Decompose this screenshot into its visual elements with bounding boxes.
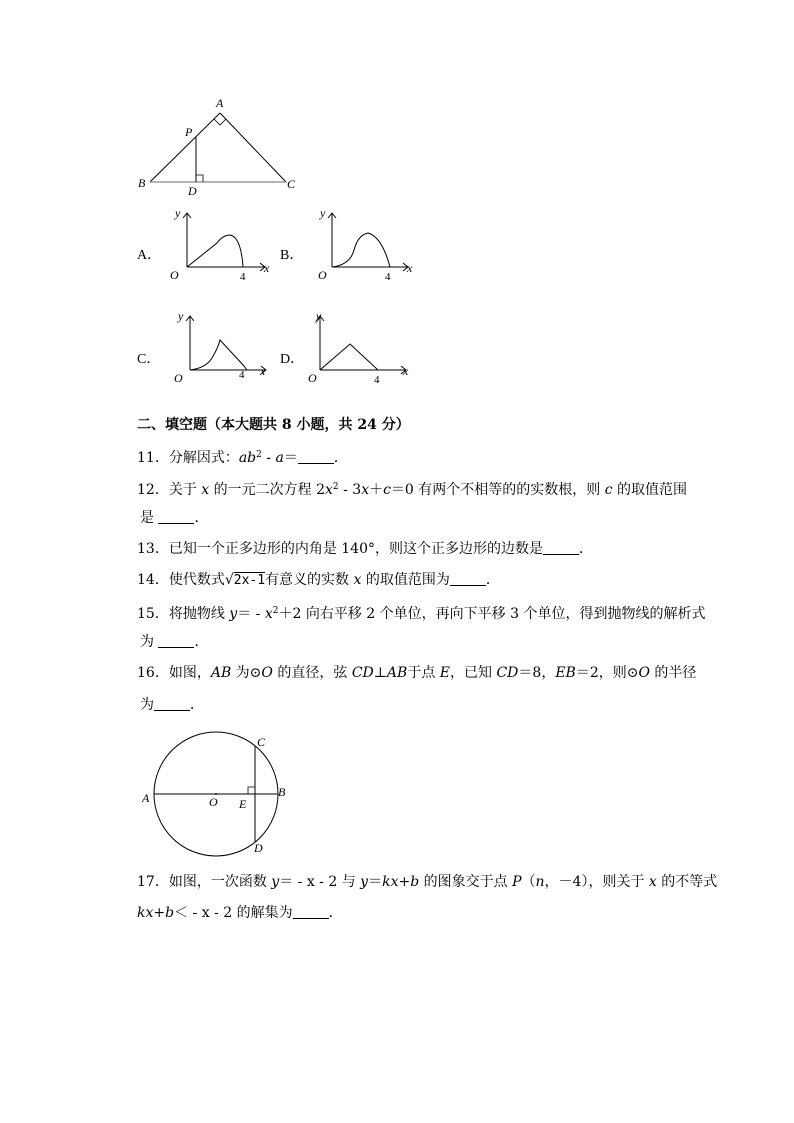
q17-line2b: ＜ - x - 2 的解集为 — [174, 905, 293, 921]
q17-line2a: kx+b — [137, 905, 175, 921]
q15-num: 15． — [137, 606, 169, 622]
question-15-line2: 为 ． — [140, 634, 209, 650]
q14-num: 14． — [137, 572, 169, 588]
option-c-x: x — [260, 364, 266, 378]
q17-p: P — [512, 874, 522, 890]
q16-ab: AB — [210, 665, 232, 681]
q12-text1: 关于 — [168, 482, 202, 498]
question-12-line2: 是 ． — [140, 510, 209, 526]
option-b-graph — [310, 205, 420, 285]
option-a-label: A． — [137, 248, 162, 263]
q17-num: 17． — [137, 874, 169, 890]
q12-line2: 是 — [140, 510, 159, 526]
option-b-origin: O — [318, 268, 327, 282]
q16-blank[interactable] — [154, 697, 190, 711]
q16-num: 16． — [137, 665, 169, 681]
q17-n: n — [535, 874, 545, 890]
question-14: 14．使代数式√2x-1有意义的实数 x 的取值范围为 ． — [137, 572, 500, 588]
circle-label-D: D — [254, 841, 263, 855]
q15-expr: ＝ - — [237, 606, 265, 622]
q16-eb: EB — [555, 665, 576, 681]
option-d-tick: 4 — [374, 374, 380, 386]
q16-text4: 于点 — [407, 665, 440, 681]
q16-o: O — [261, 665, 273, 681]
q15-text1: 将抛物线 — [168, 606, 230, 622]
q16-text3: 的直径，弦 — [272, 665, 352, 681]
q16-perp: ⊥ — [373, 665, 387, 681]
question-17: 17．如图，一次函数 y＝ - x - 2 与 y＝kx+b 的图象交于点 P（n，－4），则关于 x 的不等式 — [137, 874, 718, 890]
q14-blank[interactable] — [450, 572, 486, 586]
q17-text4: 的图象交于点 — [419, 874, 513, 890]
circle-figure — [138, 728, 298, 858]
q17-text1: 如图，一次函数 — [168, 874, 272, 890]
option-b-label: B． — [280, 248, 304, 263]
q12-text6: 的取值范围 — [612, 482, 688, 498]
q14-radicand: 2x-1 — [233, 573, 266, 588]
q11-blank[interactable] — [298, 450, 334, 464]
option-c-label: C． — [137, 352, 161, 367]
q12-text2: 的一元二次方程 2 — [209, 482, 325, 498]
q17-text2: ＝ - x - 2 与 — [279, 874, 361, 890]
q12-blank[interactable] — [158, 510, 194, 524]
q13-text: 已知一个正多边形的内角是 140°，则这个正多边形的边数是 — [168, 541, 543, 557]
question-11: 11．分解因式：$ab^2 - a=$ ． — [137, 450, 348, 466]
label-A: A — [216, 96, 224, 110]
question-13: 13．已知一个正多边形的内角是 140°，则这个正多边形的边数是 ． — [137, 541, 593, 557]
option-d-graph — [300, 308, 415, 388]
question-16-line2: 为 ． — [140, 697, 204, 713]
q12-num: 12． — [137, 482, 169, 498]
q14-text1: 使代数式 — [168, 572, 225, 588]
question-17-line2: kx+b＜ - x - 2 的解集为 ． — [137, 905, 343, 921]
option-a-origin: O — [170, 268, 179, 282]
option-c-tick: 4 — [239, 369, 245, 381]
q13-blank[interactable] — [543, 541, 579, 555]
option-a-y: y — [175, 206, 181, 220]
question-15: 15．将抛物线 $y= - x^2+2$ 向右平移 2 个单位，再向下平移 3 个单位，得到抛物线的解析式 — [137, 606, 706, 622]
option-c-origin: O — [174, 371, 183, 385]
q17-text6: ，－4），则关于 — [544, 874, 649, 890]
q16-text8: 的半径 — [649, 665, 697, 681]
sqrt-symbol: √ — [224, 572, 234, 588]
option-c-graph — [168, 308, 278, 388]
q17-text5: （ — [521, 874, 536, 890]
circle-label-C: C — [257, 735, 266, 749]
option-c-y: y — [178, 309, 184, 323]
q15-blank[interactable] — [158, 634, 194, 648]
q11-expr-b: - a — [261, 450, 284, 466]
q15-text2: ＋2 向右平移 2 个单位，再向下平移 3 个单位，得到抛物线的解析式 — [278, 606, 706, 622]
option-a-graph — [165, 205, 275, 285]
q11-text: 分解因式： — [168, 450, 239, 466]
q12-var: x — [201, 482, 210, 498]
question-16: 16．如图，AB 为⊙O 的直径，弦 CD⊥AB于点 E，已知 CD＝8，EB＝2，则⊙O 的半径 — [137, 665, 697, 681]
q16-line2: 为 — [140, 697, 154, 713]
circle-label-E: E — [239, 797, 247, 811]
q16-text5: ，已知 — [450, 665, 497, 681]
label-P: P — [185, 125, 193, 139]
q11-expr-a: ab — [238, 450, 257, 466]
circle-label-A: A — [142, 791, 150, 805]
label-C: C — [287, 177, 296, 191]
q16-text7: ＝2，则⊙ — [575, 665, 639, 681]
q12-text3: - 3 — [338, 482, 362, 498]
circle-label-O: O — [209, 795, 218, 809]
q16-e: E — [439, 665, 451, 681]
option-b-tick: 4 — [385, 271, 391, 283]
q14-text2: 有意义的实数 — [265, 572, 354, 588]
q17-text3: ＝ — [368, 874, 383, 890]
q11-tail: ＝ — [283, 450, 298, 466]
option-d-y: y — [316, 309, 322, 323]
circle-label-B: B — [278, 785, 286, 799]
option-a-tick: 4 — [240, 271, 246, 283]
q14-text3: 的取值范围为 — [361, 572, 450, 588]
option-d-origin: O — [308, 371, 317, 385]
option-d-label: D． — [280, 352, 305, 367]
q16-cd: CD — [351, 665, 374, 681]
q17-text7: 的不等式 — [656, 874, 718, 890]
q13-num: 13． — [137, 541, 169, 557]
option-b-x: x — [407, 261, 413, 275]
q17-kxb: kx+b — [382, 874, 420, 890]
question-12: 12．关于 x 的一元二次方程 $2x^2 - 3x+c=0$ 有两个不相等的的实数根，则 c 的取值范围 — [137, 482, 688, 498]
q16-text6: ＝8， — [518, 665, 556, 681]
q12-text4: ＋ — [369, 482, 384, 498]
q11-num: 11． — [137, 450, 169, 466]
q15-line2: 为 — [140, 634, 159, 650]
option-a-x: x — [264, 261, 270, 275]
option-d-x: x — [403, 364, 409, 378]
triangle-figure — [130, 95, 310, 200]
q16-text2: 为⊙ — [231, 665, 262, 681]
option-b-y: y — [320, 206, 326, 220]
label-D: D — [188, 184, 197, 198]
section-title: 二、填空题（本大题共 8 小题，共 24 分） — [137, 417, 410, 433]
label-B: B — [138, 176, 146, 190]
q12-text5: ＝0 有两个不相等的的实数根，则 — [390, 482, 605, 498]
q17-blank[interactable] — [293, 905, 329, 919]
q16-text1: 如图， — [168, 665, 211, 681]
